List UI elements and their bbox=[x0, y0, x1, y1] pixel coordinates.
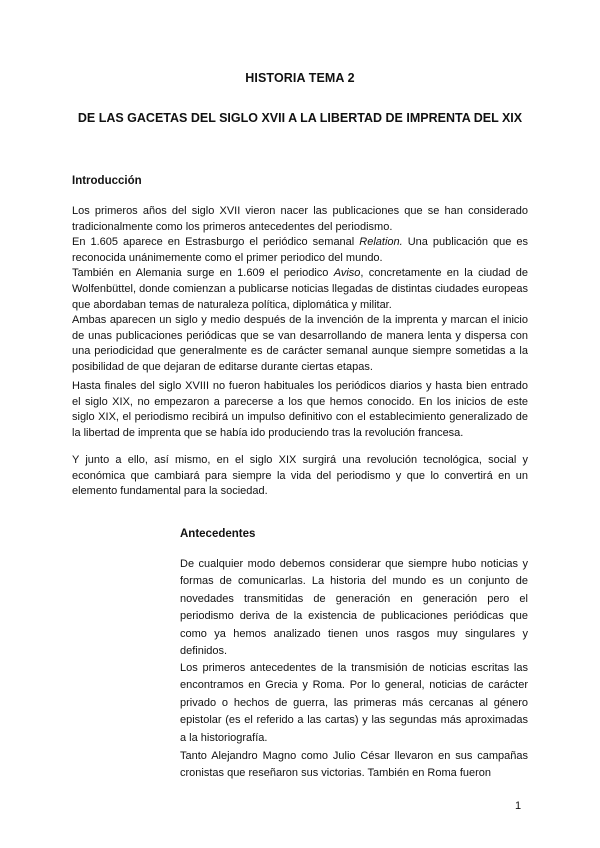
section-heading-introduccion: Introducción bbox=[72, 175, 142, 187]
intro-sentence-2-a: En 1.605 aparece en Estrasburgo el periódico semanal bbox=[72, 236, 360, 249]
intro-sentence-2-b: Una publicación que es reconocida unánimemente como el primer periodico del mundo. bbox=[72, 236, 528, 264]
intro-sentence-3 bbox=[72, 266, 528, 313]
intro-paragraph-2: Hasta finales del siglo XVIII no fueron habituales los periódicos diarios y hasta bien entrado el siglo XIX, no empezaron a parecerse a los que hemos conocido. En los inicios de este siglo XIX, el periodismo recibirá un impulso definitivo con el establecimiento generalizado de la libertad de imprenta que se había ido produciendo tras la revolución francesa. bbox=[72, 380, 528, 439]
antecedentes-paragraph-3: Tanto Alejandro Magno como Julio César llevaron en sus campañas cronistas que reseñaron sus victorias. También en Roma fueron bbox=[180, 750, 528, 780]
antecedentes-paragraph-1: De cualquier modo debemos considerar que siempre hubo noticias y formas de comunicarlas. La historia del mundo es un conjunto de novedades transmitidas de generación en generación pero el periodismo deriva de la existencia de publicaciones periódicas que como ya hemos analizado tienen unos rasgos muy singulares y definidos. bbox=[180, 558, 528, 658]
intro-sentence-2 bbox=[72, 235, 528, 266]
intro-sentence-1: Los primeros años del siglo XVII vieron nacer las publicaciones que se han considerado tradicionalmente como los primeros antecedentes del periodismo. bbox=[72, 205, 528, 233]
intro-paragraph-1 bbox=[72, 204, 528, 376]
aviso-title: Aviso bbox=[333, 267, 361, 280]
antecedentes-paragraph-2: Los primeros antecedentes de la transmisión de noticias escritas las encontramos en Grecia y Roma. Por lo general, noticias de carácter privado o hechos de guerra, las primeras más cercanas al género epistolar (es el referido a las cartas) y las segundas más aproximadas a la historiografía. bbox=[180, 662, 528, 744]
document-subtitle: DE LAS GACETAS DEL SIGLO XVII A LA LIBERTAD DE IMPRENTA DEL XIX bbox=[77, 111, 523, 125]
intro-sentence-3-a: También en Alemania surge en 1.609 el periodico bbox=[72, 267, 334, 280]
page-number: 1 bbox=[515, 800, 522, 812]
intro-paragraph-3: Y junto a ello, así mismo, en el siglo XIX surgirá una revolución tecnológica, social y económica que cambiará para siempre la vida del periodismo y que lo convertirá en un elemento fundamental para la sociedad. bbox=[72, 454, 528, 498]
intro-sentence-3-b: , concretamente en la ciudad de Wolfenbüttel, donde comienzan a publicarse noticias llegadas de distintas ciudades europeas que abordaban temas de naturaleza política, diplomática y militar. bbox=[72, 267, 528, 311]
section-heading-antecedentes: Antecedentes bbox=[180, 528, 256, 540]
relation-title: Relation. bbox=[359, 236, 403, 249]
document-title: HISTORIA TEMA 2 bbox=[245, 71, 355, 85]
intro-sentence-4: Ambas aparecen un siglo y medio después de la invención de la imprenta y marcan el inicio de unas publicaciones periódicas que se van desarrollando de manera lenta y dispersa con una periodicidad que generalmente es de carácter semanal aunque siempre sometidas a la posibilidad de que dejaran de editarse durante ciertas etapas. bbox=[72, 314, 528, 373]
